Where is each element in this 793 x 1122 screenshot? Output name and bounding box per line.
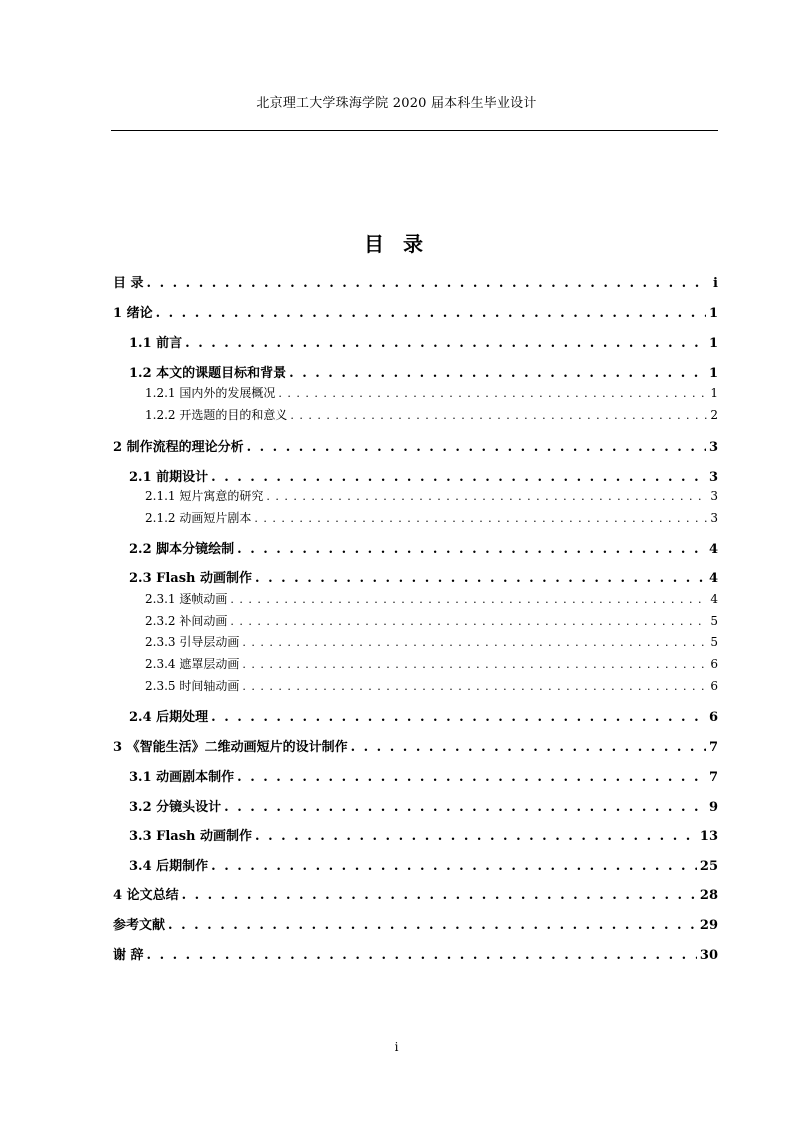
toc-entry-label: 2.3.4 遮罩层动画 bbox=[145, 657, 240, 671]
toc-entry-label: 1.2.1 国内外的发展概况 bbox=[145, 386, 276, 400]
toc-entry-page: 9 bbox=[708, 800, 718, 815]
toc-entry-label: 1.2.2 开选题的目的和意义 bbox=[145, 408, 288, 422]
toc-entry-page: 30 bbox=[699, 948, 718, 963]
page-number: i bbox=[394, 1040, 399, 1054]
header-rule bbox=[111, 130, 718, 131]
toc-entry-label: 2.1.2 动画短片剧本 bbox=[145, 511, 252, 525]
toc-title: 目 录 bbox=[364, 232, 429, 256]
dot-leader bbox=[351, 740, 706, 755]
dot-leader bbox=[230, 615, 707, 628]
dot-leader bbox=[211, 470, 706, 485]
dot-leader bbox=[266, 490, 707, 503]
toc-entry-chapter-2[interactable] bbox=[113, 436, 718, 455]
dot-leader bbox=[185, 336, 706, 351]
dot-leader bbox=[230, 593, 707, 606]
toc-entry-label: 2.4 后期处理 bbox=[129, 710, 209, 725]
toc-entry-page: 4 bbox=[710, 592, 718, 606]
toc-entry-section-3-2[interactable] bbox=[129, 796, 718, 815]
toc-entry-chapter-3[interactable] bbox=[113, 736, 718, 755]
dot-leader bbox=[156, 306, 706, 321]
dot-leader bbox=[224, 800, 706, 815]
dot-leader bbox=[147, 948, 697, 963]
dot-leader bbox=[255, 829, 697, 844]
toc-entry-contents[interactable] bbox=[113, 272, 718, 291]
toc-entry-label: 2.3.3 引导层动画 bbox=[145, 635, 240, 649]
toc-entry-page: 28 bbox=[699, 888, 718, 903]
dot-leader bbox=[242, 636, 707, 649]
dot-leader bbox=[242, 680, 707, 693]
toc-entry-page: 4 bbox=[708, 542, 718, 557]
toc-entry-page: 7 bbox=[708, 770, 718, 785]
toc-entry-references[interactable] bbox=[113, 914, 718, 933]
toc-entry-chapter-1[interactable] bbox=[113, 302, 718, 321]
toc-entry-label: 3.1 动画剧本制作 bbox=[129, 770, 235, 785]
toc-entry-subsection-2-3-2[interactable] bbox=[145, 612, 718, 629]
toc-entry-page: 1 bbox=[708, 306, 718, 321]
page-header: 北京理工大学珠海学院 2020 届本科生毕业设计 bbox=[256, 96, 537, 111]
toc-entry-label: 2.3 Flash 动画制作 bbox=[129, 571, 253, 586]
toc-entry-page: 3 bbox=[708, 470, 718, 485]
toc-entry-section-2-1[interactable] bbox=[129, 466, 718, 485]
toc-entry-label: 3 《智能生活》二维动画短片的设计制作 bbox=[113, 740, 348, 755]
toc-entry-label: 2.1.1 短片寓意的研究 bbox=[145, 489, 264, 503]
toc-entry-label: 3.3 Flash 动画制作 bbox=[129, 829, 253, 844]
toc-entry-label: 1.1 前言 bbox=[129, 336, 183, 351]
toc-entry-section-3-3[interactable] bbox=[129, 825, 718, 844]
toc-entry-label: 2 制作流程的理论分析 bbox=[113, 440, 244, 455]
toc-entry-section-3-4[interactable] bbox=[129, 855, 718, 874]
toc-entry-page: 3 bbox=[708, 440, 718, 455]
toc-entry-page: 6 bbox=[710, 657, 718, 671]
toc-entry-section-2-3[interactable] bbox=[129, 567, 718, 586]
dot-leader bbox=[147, 276, 707, 291]
toc-entry-label: 参考文献 bbox=[113, 918, 166, 933]
toc-entry-label: 1 绪论 bbox=[113, 306, 153, 321]
toc-entry-page: 25 bbox=[699, 859, 718, 874]
toc-entry-subsection-2-3-3[interactable] bbox=[145, 633, 718, 650]
toc-entry-label: 1.2 本文的课题目标和背景 bbox=[129, 366, 287, 381]
toc-entry-page: 1 bbox=[708, 366, 718, 381]
dot-leader bbox=[255, 571, 706, 586]
toc-entry-label: 谢 辞 bbox=[113, 948, 144, 963]
dot-leader bbox=[182, 888, 697, 903]
toc-entry-label: 2.1 前期设计 bbox=[129, 470, 209, 485]
toc-entry-section-2-2[interactable] bbox=[129, 538, 718, 557]
toc-entry-section-1-1[interactable] bbox=[129, 332, 718, 351]
dot-leader bbox=[242, 658, 707, 671]
toc-entry-page: 6 bbox=[710, 679, 718, 693]
toc-entry-label: 2.3.5 时间轴动画 bbox=[145, 679, 240, 693]
toc-entry-page: 3 bbox=[710, 511, 718, 525]
toc-entry-section-3-1[interactable] bbox=[129, 766, 718, 785]
toc-entry-page: i bbox=[713, 276, 718, 291]
dot-leader bbox=[211, 859, 697, 874]
toc-entry-label: 3.4 后期制作 bbox=[129, 859, 209, 874]
toc-entry-page: 5 bbox=[710, 614, 718, 628]
toc-entry-page: 4 bbox=[708, 571, 718, 586]
toc-entry-subsection-2-3-4[interactable] bbox=[145, 655, 718, 672]
toc-entry-label: 目 录 bbox=[113, 276, 144, 291]
toc-entry-subsection-2-1-1[interactable] bbox=[145, 487, 718, 504]
toc-entry-page: 7 bbox=[708, 740, 718, 755]
dot-leader bbox=[237, 770, 706, 785]
toc-entry-label: 2.3.2 补间动画 bbox=[145, 614, 228, 628]
toc-entry-page: 29 bbox=[699, 918, 718, 933]
toc-entry-chapter-4[interactable] bbox=[113, 884, 718, 903]
toc-entry-label: 2.3.1 逐帧动画 bbox=[145, 592, 228, 606]
toc-entry-section-2-4[interactable] bbox=[129, 706, 718, 725]
toc-entry-page: 5 bbox=[710, 635, 718, 649]
dot-leader bbox=[211, 710, 706, 725]
dot-leader bbox=[247, 440, 706, 455]
toc-entry-subsection-2-1-2[interactable] bbox=[145, 509, 718, 526]
toc-entry-subsection-2-3-1[interactable] bbox=[145, 590, 718, 607]
toc-entry-subsection-1-2-2[interactable] bbox=[145, 406, 718, 423]
toc-entry-page: 2 bbox=[710, 408, 718, 422]
toc-entry-acknowledgements[interactable] bbox=[113, 944, 718, 963]
toc-entry-page: 13 bbox=[699, 829, 718, 844]
toc-entry-page: 6 bbox=[708, 710, 718, 725]
toc-entry-label: 3.2 分镜头设计 bbox=[129, 800, 222, 815]
toc-entry-subsection-1-2-1[interactable] bbox=[145, 384, 718, 401]
toc-entry-page: 3 bbox=[710, 489, 718, 503]
toc-entry-label: 2.2 脚本分镜绘制 bbox=[129, 542, 235, 557]
toc-entry-subsection-2-3-5[interactable] bbox=[145, 677, 718, 694]
toc-entry-page: 1 bbox=[708, 336, 718, 351]
dot-leader bbox=[289, 366, 706, 381]
dot-leader bbox=[290, 409, 707, 422]
toc-entry-section-1-2[interactable] bbox=[129, 362, 718, 381]
dot-leader bbox=[237, 542, 706, 557]
dot-leader bbox=[278, 387, 707, 400]
toc-entry-label: 4 论文总结 bbox=[113, 888, 179, 903]
dot-leader bbox=[168, 918, 697, 933]
dot-leader bbox=[254, 512, 707, 525]
toc-entry-page: 1 bbox=[710, 386, 718, 400]
